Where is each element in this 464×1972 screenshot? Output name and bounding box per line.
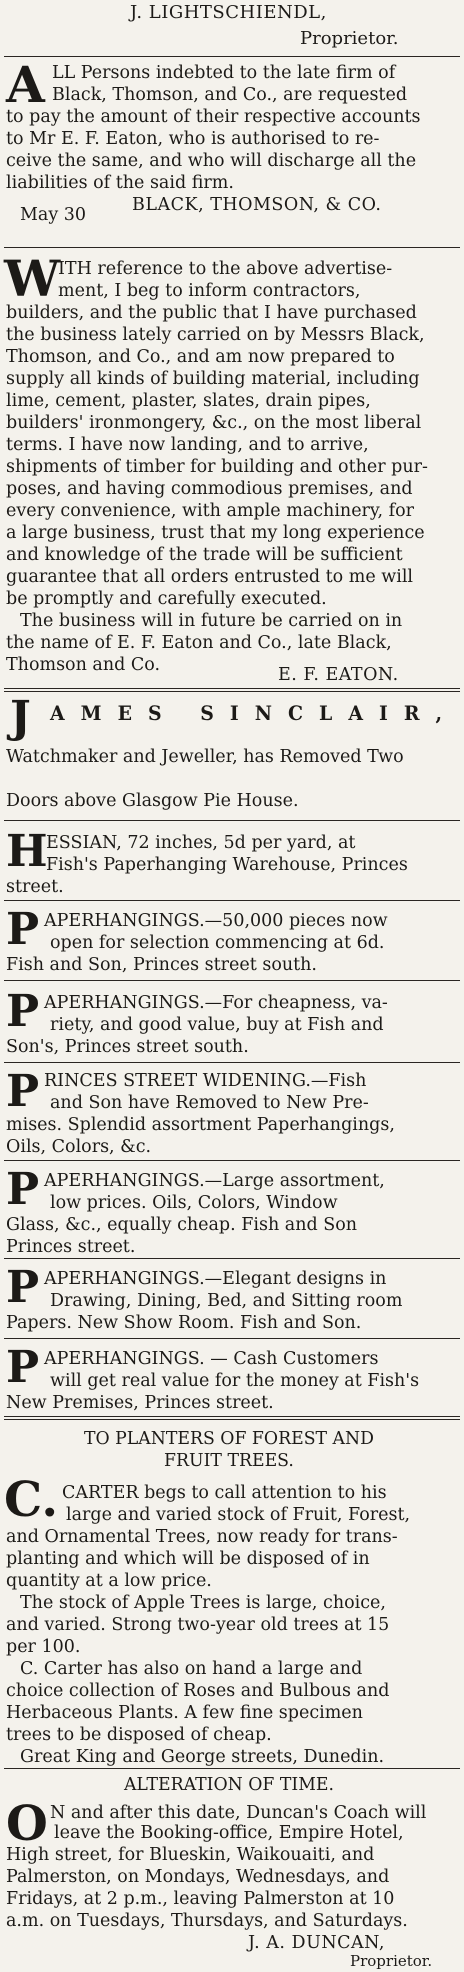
- notice-line: APERHANGINGS.—For cheapness, va-: [44, 993, 388, 1013]
- notice-line: lime, cement, plaster, slates, drain pipes,: [6, 391, 371, 411]
- notice-line: quantity at a low price.: [6, 1571, 212, 1591]
- drop-cap: P: [6, 904, 40, 955]
- notice-line: Great King and George streets, Dunedin.: [20, 1747, 385, 1767]
- notice-line: the name of E. F. Eaton and Co., late Black,: [6, 633, 392, 653]
- divider: [4, 1062, 460, 1063]
- notice-line: a large business, trust that my long experience: [6, 523, 425, 543]
- notice-line: builders' ironmongery, &c., on the most liberal: [6, 413, 422, 433]
- notice-line: The business will in future be carried on in: [20, 611, 403, 631]
- drop-cap: A: [6, 55, 45, 114]
- drop-cap: O: [6, 1796, 48, 1852]
- notice-line: APERHANGINGS.—Large assortment,: [44, 1171, 385, 1191]
- notice-line: Drawing, Dining, Bed, and Sitting room: [50, 1291, 403, 1311]
- notice-line: mises. Splendid assortment Paperhangings,: [6, 1115, 395, 1135]
- notice-line: trees to be disposed of cheap.: [6, 1725, 272, 1745]
- drop-cap: P: [6, 986, 40, 1037]
- notice-signature-title: Proprietor.: [350, 1952, 433, 1970]
- notice-date: May 30: [20, 205, 87, 225]
- notice-line: APERHANGINGS.—50,000 pieces now: [44, 911, 388, 931]
- notice-line: low prices. Oils, Colors, Window: [50, 1193, 338, 1213]
- notice-line: the business lately carried on by Messrs Black,: [6, 325, 425, 345]
- notice-signature: J. A. DUNCAN,: [248, 1933, 385, 1953]
- notice-line: RINCES STREET WIDENING.—Fish: [44, 1071, 367, 1091]
- notice-line: to pay the amount of their respective accounts: [6, 107, 421, 127]
- notice-line: Watchmaker and Jeweller, has Removed Two: [6, 747, 404, 767]
- notice-line: N and after this date, Duncan's Coach will: [50, 1803, 427, 1823]
- divider: [4, 900, 460, 901]
- drop-cap: P: [6, 1262, 40, 1313]
- notice-line: per 100.: [6, 1637, 81, 1657]
- divider: [4, 1416, 460, 1420]
- notice-line: ITH reference to the above advertise-: [58, 259, 393, 279]
- notice-line: Fish's Paperhanging Warehouse, Princes: [46, 855, 408, 875]
- notice-line: New Premises, Princes street.: [6, 1393, 274, 1413]
- notice-line: a.m. on Tuesdays, Thursdays, and Saturdays.: [6, 1911, 408, 1931]
- drop-cap: J: [10, 692, 31, 743]
- notice-line: ESSIAN, 72 inches, 5d per yard, at: [46, 833, 356, 853]
- notice-line: terms. I have now landing, and to arrive,: [6, 435, 369, 455]
- notice-line: and Son have Removed to New Pre-: [50, 1093, 369, 1113]
- notice-line: every convenience, with ample machinery, for: [6, 501, 414, 521]
- notice-line: poses, and having commodious premises, and: [6, 479, 413, 499]
- notice-line: riety, and good value, buy at Fish and: [50, 1015, 384, 1035]
- notice-heading: FRUIT TREES.: [164, 1451, 294, 1471]
- notice-line: builders, and the public that I have purchased: [6, 303, 417, 323]
- divider: [4, 820, 460, 821]
- divider: [4, 56, 460, 57]
- notice-line: Fish and Son, Princes street south.: [6, 955, 317, 975]
- notice-line: Oils, Colors, &c.: [6, 1137, 152, 1157]
- divider: [4, 1768, 460, 1769]
- notice-line: CARTER begs to call attention to his: [62, 1483, 387, 1503]
- notice-line: Princes street.: [6, 1237, 136, 1257]
- proprietor-name: J. LIGHTSCHIENDL,: [130, 2, 327, 23]
- drop-cap: P: [6, 1164, 40, 1215]
- notice-heading: AMES SINCLAIR,: [50, 701, 459, 725]
- notice-heading: TO PLANTERS OF FOREST AND: [83, 1429, 374, 1449]
- notice-line: and varied. Strong two-year old trees at 15: [6, 1615, 390, 1635]
- divider: [4, 247, 460, 248]
- notice-line: and Ornamental Trees, now ready for trans-: [6, 1527, 398, 1547]
- divider: [4, 1338, 460, 1339]
- notice-line: Black, Thomson, and Co., are requested: [52, 85, 408, 105]
- notice-line: C. Carter has also on hand a large and: [20, 1659, 363, 1679]
- divider: [4, 1160, 460, 1161]
- notice-line: to Mr E. F. Eaton, who is authorised to re-: [6, 129, 380, 149]
- notice-line: choice collection of Roses and Bulbous and: [6, 1681, 390, 1701]
- notice-line: APERHANGINGS. — Cash Customers: [44, 1349, 379, 1369]
- notice-line: shipments of timber for building and other pur-: [6, 457, 428, 477]
- notice-line: Thomson, and Co., and am now prepared to: [6, 347, 395, 367]
- notice-line: LL Persons indebted to the late firm of: [52, 63, 396, 83]
- notice-line: APERHANGINGS.—Elegant designs in: [44, 1269, 387, 1289]
- notice-signature: BLACK, THOMSON, & CO.: [132, 195, 382, 215]
- drop-cap: P: [6, 1066, 40, 1117]
- notice-line: leave the Booking-office, Empire Hotel,: [54, 1823, 404, 1843]
- divider: [4, 688, 460, 692]
- notice-line: planting and which will be disposed of in: [6, 1549, 370, 1569]
- notice-line: Glass, &c., equally cheap. Fish and Son: [6, 1215, 358, 1235]
- notice-line: The stock of Apple Trees is large, choice,: [20, 1593, 386, 1613]
- notice-line: ment, I beg to inform contractors,: [58, 281, 361, 301]
- notice-line: and knowledge of the trade will be sufficient: [6, 545, 403, 565]
- drop-cap: H: [6, 826, 48, 877]
- notice-line: large and varied stock of Fruit, Forest,: [66, 1505, 411, 1525]
- notice-line: street.: [6, 877, 64, 897]
- notice-line: will get real value for the money at Fish's: [50, 1371, 420, 1391]
- drop-cap: C.: [4, 1472, 59, 1528]
- notice-line: ceive the same, and who will discharge all the: [6, 151, 417, 171]
- notice-line: Papers. New Show Room. Fish and Son.: [6, 1313, 362, 1333]
- notice-line: supply all kinds of building material, including: [6, 369, 420, 389]
- drop-cap: P: [6, 1342, 40, 1393]
- notice-line: be promptly and carefully executed.: [6, 589, 327, 609]
- notice-heading: ALTERATION OF TIME.: [123, 1775, 335, 1795]
- notice-line: Fridays, at 2 p.m., leaving Palmerston at 10: [6, 1889, 395, 1909]
- notice-line: guarantee that all orders entrusted to me will: [6, 567, 414, 587]
- notice-line: Palmerston, on Mondays, Wednesdays, and: [6, 1867, 390, 1887]
- notice-line: Doors above Glasgow Pie House.: [6, 791, 299, 811]
- notice-line: liabilities of the said firm.: [6, 173, 234, 193]
- notice-line: Son's, Princes street south.: [6, 1037, 249, 1057]
- notice-line: High street, for Blueskin, Waikouaiti, and: [6, 1845, 375, 1865]
- drop-cap: W: [4, 249, 61, 308]
- divider: [4, 980, 460, 981]
- notice-line: open for selection commencing at 6d.: [50, 933, 385, 953]
- notice-line: Thomson and Co.: [6, 655, 161, 675]
- proprietor-title: Proprietor.: [300, 28, 399, 49]
- notice-signature: E. F. EATON.: [278, 665, 399, 685]
- notice-line: Herbaceous Plants. A few fine specimen: [6, 1703, 363, 1723]
- divider: [4, 1258, 460, 1259]
